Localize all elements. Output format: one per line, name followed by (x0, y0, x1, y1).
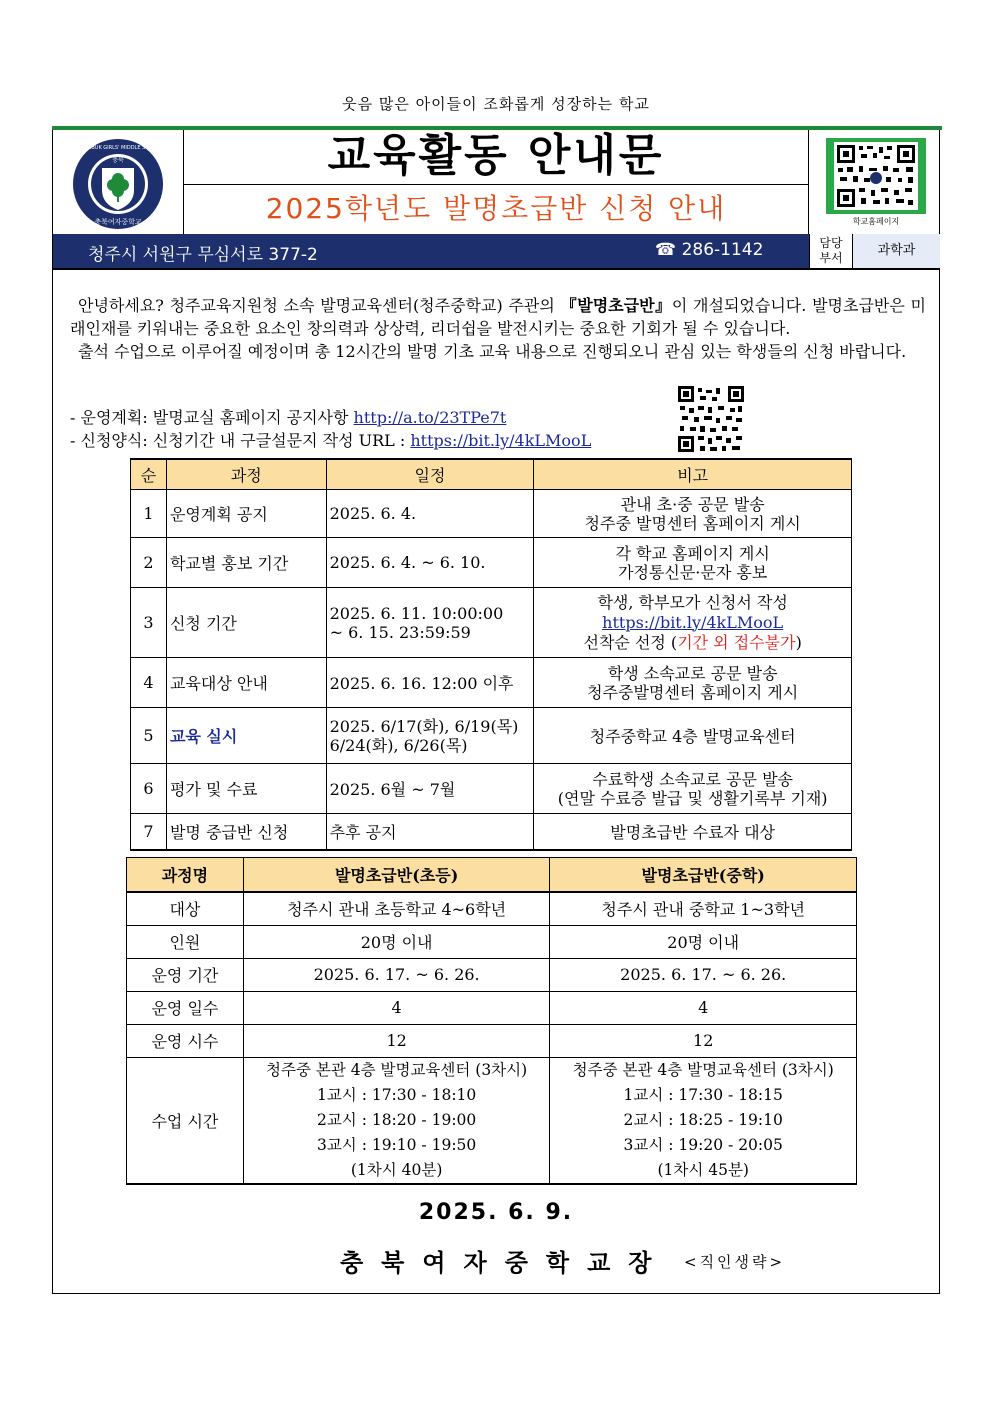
row-note (534, 538, 852, 588)
intro-text (70, 294, 926, 363)
table-row (131, 658, 852, 708)
dept-label (809, 234, 853, 268)
row-date: 2025. 6. 16. 12:00 이후 (326, 658, 534, 708)
schedule-header-no: 순 (131, 459, 167, 490)
table-row (131, 490, 852, 538)
form-link-line (70, 429, 591, 452)
school-phone: ☎ 286-1142 (655, 240, 764, 260)
elementary-class-times (243, 1057, 550, 1184)
row-date (326, 708, 534, 764)
page-subtitle: 2025학년도 발명초급반 신청 안내 (265, 192, 727, 225)
row-note (534, 764, 852, 814)
row-label: 수업 시간 (127, 1057, 244, 1184)
row-no: 6 (131, 764, 167, 814)
school-motto: 웃음 많은 아이들이 조화롭게 성장하는 학교 (342, 95, 650, 113)
table-row (127, 958, 857, 991)
row-course: 운영계획 공지 (166, 490, 326, 538)
plan-link-label: - 운영계획: 발명교실 홈페이지 공지사항 (70, 408, 354, 427)
apply-form-link[interactable]: https://bit.ly/4kLMooL (602, 612, 784, 632)
row-note (534, 588, 852, 658)
time-line: 3교시 : 19:20 - 20:05 (623, 1135, 783, 1154)
document-date: 2025. 6. 9. (418, 1200, 574, 1225)
row-course: 학교별 홍보 기간 (166, 538, 326, 588)
row-date: 추후 공지 (326, 814, 534, 850)
application-form-qr-code[interactable] (678, 386, 744, 452)
row-no: 7 (131, 814, 167, 850)
row-middle: 2025. 6. 17. ~ 6. 26. (550, 958, 857, 991)
time-line: (1차시 45분) (657, 1160, 749, 1179)
time-line: 청주중 본관 4층 발명교육센터 (3차시) (572, 1060, 834, 1079)
intro-p1-a: 안녕하세요? 청주교육지원청 소속 발명교육센터(청주중학교) 주관의 (78, 296, 561, 315)
intro-paragraph-1 (70, 294, 926, 340)
courses-table (126, 857, 857, 1185)
time-line: 1교시 : 17:30 - 18:15 (623, 1085, 783, 1104)
note-fragment: 선착순 선정 ( (583, 632, 678, 652)
school-address: 청주시 서원구 무심서로 377-2 (88, 245, 318, 265)
date-line: ~ 6. 15. 23:59:59 (329, 622, 471, 642)
note-fragment: ) (795, 632, 802, 652)
note-line: 학생 소속교로 공문 발송 (607, 663, 778, 683)
time-line: 2교시 : 18:20 - 19:00 (316, 1110, 477, 1129)
note-line: (연말 수료증 발급 및 생활기록부 기재) (557, 788, 828, 808)
schedule-header-note: 비고 (534, 459, 852, 490)
logo-bottom-text: 충북여자중학교 (94, 218, 142, 226)
time-line: 3교시 : 19:10 - 19:50 (316, 1135, 477, 1154)
table-row (131, 588, 852, 658)
row-middle: 20명 이내 (550, 925, 857, 958)
time-line: 청주중 본관 4층 발명교육센터 (3차시) (266, 1060, 528, 1079)
row-elementary: 20명 이내 (243, 925, 550, 958)
note-line: 수료학생 소속교로 공문 발송 (592, 769, 794, 789)
seal-omitted-note: <직인생략> (684, 1253, 786, 1271)
note-line: 가정통신문·문자 홍보 (618, 562, 768, 582)
row-middle: 12 (550, 1024, 857, 1057)
row-note: 청주중학교 4층 발명교육센터 (534, 708, 852, 764)
row-note: 발명초급반 수료자 대상 (534, 814, 852, 850)
note-line: 각 학교 홈페이지 게시 (615, 543, 770, 563)
courses-header-label: 과정명 (127, 858, 244, 893)
row-no: 1 (131, 490, 167, 538)
time-line: (1차시 40분) (350, 1160, 443, 1179)
row-no: 5 (131, 708, 167, 764)
info-bar-rule (52, 268, 940, 270)
form-link-label: - 신청양식: 신청기간 내 구글설문지 작성 URL : (70, 431, 411, 450)
row-elementary: 2025. 6. 17. ~ 6. 26. (243, 958, 550, 991)
dept-value: 과학과 (853, 234, 940, 268)
school-homepage-qr-code[interactable] (826, 138, 926, 214)
date-line: 6/24(화), 6/26(목) (329, 735, 468, 755)
row-note (534, 490, 852, 538)
row-course: 신청 기간 (166, 588, 326, 658)
dept-label-line1: 담당 (819, 236, 843, 250)
row-date: 2025. 6월 ~ 7월 (326, 764, 534, 814)
table-row (127, 925, 857, 958)
courses-header-middle: 발명초급반(중학) (550, 858, 857, 893)
date-line: 2025. 6. 11. 10:00:00 (329, 603, 504, 623)
signer-name: 충북여자중학교장 (340, 1248, 670, 1277)
intro-program-name: 『발명초급반』 (560, 296, 672, 315)
row-date: 2025. 6. 4. ~ 6. 10. (326, 538, 534, 588)
intro-paragraph-2: 출석 수업으로 이루어질 예정이며 총 12시간의 발명 기초 교육 내용으로 진행되오니 관심 있는 학생들의 신청 바랍니다. (78, 342, 907, 361)
row-course: 발명 중급반 신청 (166, 814, 326, 850)
row-date: 2025. 6. 4. (326, 490, 534, 538)
row-no: 2 (131, 538, 167, 588)
row-elementary: 12 (243, 1024, 550, 1057)
middle-class-times (550, 1057, 857, 1184)
row-course: 교육 실시 (166, 708, 326, 764)
table-row (131, 814, 852, 850)
row-label: 대상 (127, 892, 244, 925)
row-label: 운영 기간 (127, 958, 244, 991)
intro-p1-c: 이 개설되었습니다. 발명초급반은 미래인재를 키워내는 중요한 요소인 창의력과 상상력, 리더쉽을 발전시키는 중요한 기회가 될 수 있습니다. (70, 296, 927, 338)
row-label: 인원 (127, 925, 244, 958)
late-not-accepted-warning: 기간 외 접수불가 (677, 632, 796, 652)
logo-mid-text: 충북 (112, 157, 124, 164)
note-line: 학생, 학부모가 신청서 작성 (597, 592, 788, 612)
note-line: 청주중 발명센터 홈페이지 게시 (584, 513, 801, 533)
schedule-header-course: 과정 (166, 459, 326, 490)
note-line: 청주중발명센터 홈페이지 게시 (587, 682, 799, 702)
form-link[interactable]: https://bit.ly/4kLMooL (410, 431, 592, 450)
plan-link-line (70, 406, 591, 429)
date-line: 2025. 6/17(화), 6/19(목) (329, 716, 519, 736)
row-elementary: 청주시 관내 초등학교 4~6학년 (243, 892, 550, 925)
time-line: 2교시 : 18:25 - 19:10 (623, 1110, 783, 1129)
note-line (537, 633, 848, 653)
row-date (326, 588, 534, 658)
row-elementary: 4 (243, 991, 550, 1024)
row-note (534, 658, 852, 708)
row-middle: 4 (550, 991, 857, 1024)
row-no: 3 (131, 588, 167, 658)
plan-link[interactable]: http://a.to/23TPe7t (353, 408, 507, 427)
table-row (131, 764, 852, 814)
time-line: 1교시 : 17:30 - 18:10 (316, 1085, 477, 1104)
page-title: 교육활동 안내문 (327, 130, 665, 181)
table-row (131, 538, 852, 588)
note-line: 관내 초·중 공문 발송 (620, 494, 765, 514)
courses-header-row (127, 858, 857, 893)
row-course: 평가 및 수료 (166, 764, 326, 814)
table-row (127, 1057, 857, 1184)
header-title-rule (183, 184, 808, 185)
table-row (131, 708, 852, 764)
table-row (127, 991, 857, 1024)
schedule-header-row (131, 459, 852, 490)
schedule-table (130, 458, 852, 851)
dept-label-line2: 부서 (819, 251, 843, 265)
row-label: 운영 시수 (127, 1024, 244, 1057)
table-row (127, 892, 857, 925)
schedule-header-date: 일정 (326, 459, 534, 490)
table-row (127, 1024, 857, 1057)
logo-top-text: CHUNGBUK GIRLS' MIDDLE SCHOOL (72, 145, 164, 151)
qr-code-label: 학교홈페이지 (852, 217, 900, 226)
row-course: 교육대상 안내 (166, 658, 326, 708)
row-label: 운영 일수 (127, 991, 244, 1024)
school-logo (68, 138, 168, 230)
row-middle: 청주시 관내 중학교 1~3학년 (550, 892, 857, 925)
courses-header-elementary: 발명초급반(초등) (243, 858, 550, 893)
links-block (70, 406, 591, 452)
row-no: 4 (131, 658, 167, 708)
header-divider-right (808, 130, 809, 234)
